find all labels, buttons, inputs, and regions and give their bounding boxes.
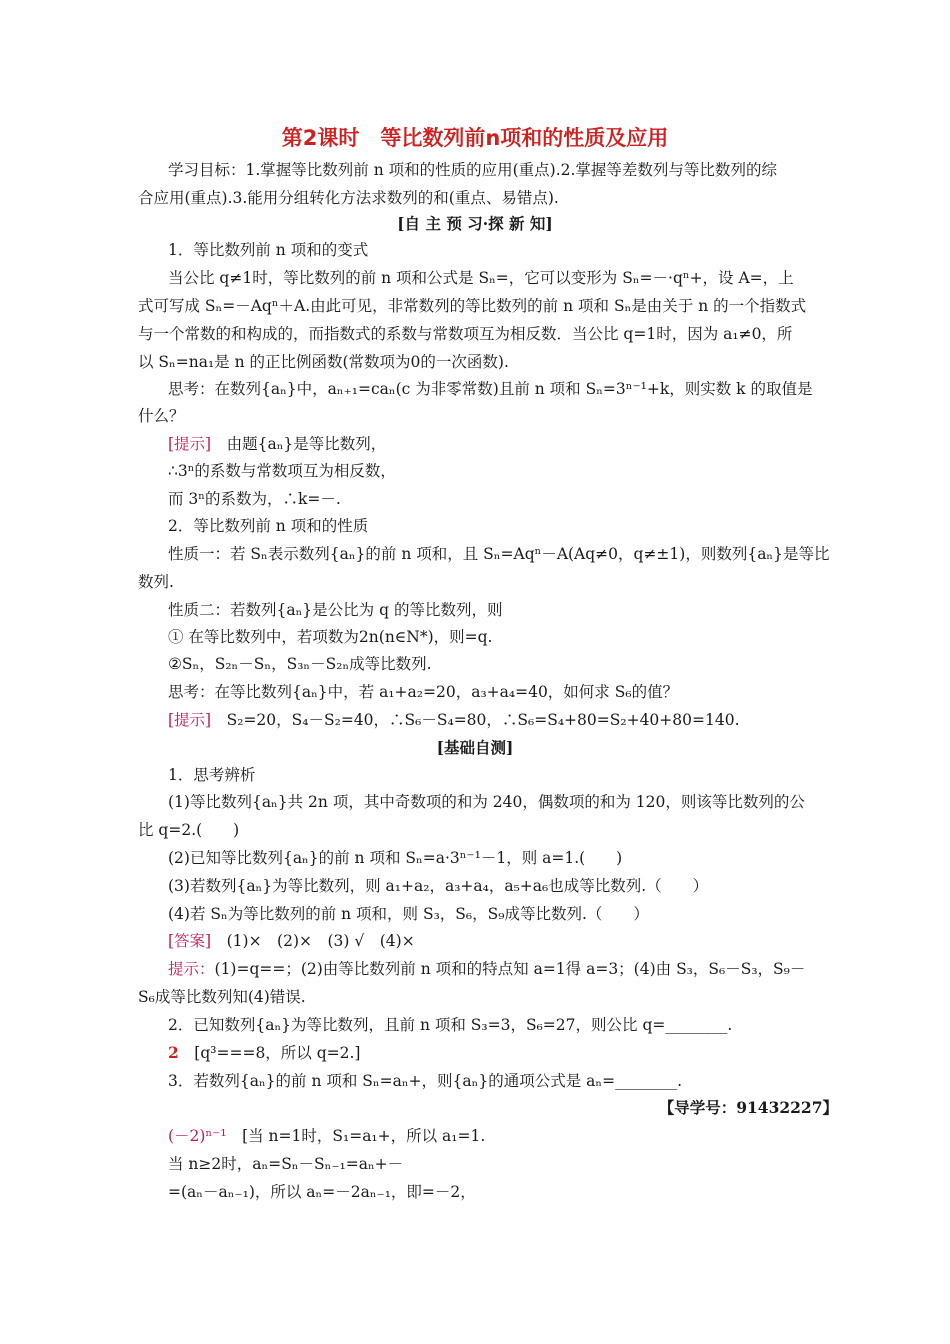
property-line: 数列.: [138, 573, 174, 591]
tip-text: (1)=q==；(2)由等比数列前 n 项和的特点知 a=1得 a=3；(4)由 S₃，S₆－S₃，S₉－: [214, 960, 806, 978]
paragraph-line: 当公比 q≠1时，等比数列的前 n 项和公式是 Sₙ=，它可以变形为 Sₙ=－·qⁿ+，设 A=，上: [168, 269, 794, 287]
exercise-question: 2．已知数列{aₙ}为等比数列，且前 n 项和 S₃=3，S₆=27，则公比 q=________.: [168, 1016, 733, 1034]
section-header-preview: [自 主 预 习·探 新 知]: [397, 214, 553, 233]
think-question: 什么？: [138, 407, 185, 425]
exercise-question: 3．若数列{aₙ}的前 n 项和 Sₙ=aₙ+，则{aₙ}的通项公式是 aₙ=________.: [168, 1072, 682, 1090]
tip-line: [168, 959, 838, 979]
solution-text: [当 n=1时，S₁=a₁+，所以 a₁=1.: [226, 1127, 486, 1145]
learning-goals-line: 学习目标：1.掌握等比数列前 n 项和的性质的应用(重点).2.掌握等差数列与等比数列的综: [168, 161, 777, 179]
answer-line: [168, 931, 838, 951]
property-item: ① 在等比数列中，若项数为2n(n∈N*)，则=q.: [168, 628, 493, 646]
answer-label: [答案]: [168, 932, 212, 950]
property-line: 性质二：若数列{aₙ}是公比为 q 的等比数列，则: [168, 601, 503, 619]
think-question: 思考：在等比数列{aₙ}中，若 a₁+a₂=20，a₃+a₄=40，如何求 S₆的值？: [168, 683, 679, 701]
subsection-heading: 2．等比数列前 n 项和的性质: [168, 517, 369, 535]
exercise-item: (2)已知等比数列{aₙ}的前 n 项和 Sₙ=a·3ⁿ⁻¹－1，则 a=1.( ): [168, 849, 623, 867]
page-title: 第2课时 等比数列前n项和的性质及应用: [281, 126, 669, 150]
section-header-selftest: [基础自测]: [436, 738, 514, 757]
property-line: 性质一：若 Sₙ表示数列{aₙ}的前 n 项和，且 Sₙ=Aqⁿ－A(Aq≠0，q≠±1)，则数列{aₙ}是等比: [168, 545, 830, 563]
paragraph-line: 式可写成 Sₙ=－Aqⁿ＋A.由此可见，非常数列的等比数列的前 n 项和 Sₙ是由关于 n 的一个指数式: [138, 297, 807, 315]
hint-label: [提示]: [168, 435, 212, 453]
solution-line: 当 n≥2时，aₙ=Sₙ－Sₙ₋₁=aₙ+－: [168, 1155, 404, 1173]
exercise-item: (4)若 Sₙ为等比数列的前 n 项和，则 S₃，S₆，S₉成等比数列.（ ）: [168, 905, 649, 923]
think-question: 思考：在数列{aₙ}中，aₙ₊₁=caₙ(c 为非零常数)且前 n 项和 Sₙ=3ⁿ⁻¹+k，则实数 k 的取值是: [168, 380, 813, 398]
hint-line: [168, 710, 838, 730]
exercise-item: (3)若数列{aₙ}为等比数列，则 a₁+a₂，a₃+a₄，a₅+a₆也成等比数列.（ ）: [168, 877, 709, 895]
hint-line: 而 3ⁿ的系数为，∴k=－.: [168, 490, 341, 508]
guide-reference: 【导学号：91432227】: [658, 1098, 838, 1117]
answer-value: 2: [168, 1043, 179, 1062]
subsection-heading: 1．等比数列前 n 项和的变式: [168, 241, 369, 259]
solution-text: [q³===8，所以 q=2.]: [178, 1044, 361, 1062]
hint-line: ∴3ⁿ的系数与常数项互为相反数，: [168, 462, 396, 480]
learning-goals-line: 合应用(重点).3.能用分组转化方法求数列的和(重点、易错点).: [138, 189, 559, 207]
answer-text: (1)× (2)× (3) √ (4)×: [211, 932, 415, 950]
paragraph-line: 以 Sₙ=na₁是 n 的正比例函数(常数项为0的一次函数).: [138, 353, 509, 371]
answer-value: (－2)ⁿ⁻¹: [168, 1127, 227, 1145]
solution-line: [168, 1043, 838, 1063]
hint-text: S₂=20，S₄－S₂=40，∴S₆－S₄=80，∴S₆=S₄+80=S₂+40+80=140.: [211, 711, 740, 729]
solution-line: [168, 1126, 838, 1146]
exercise-item: 比 q=2.( ): [138, 821, 240, 839]
hint-label: [提示]: [168, 711, 212, 729]
hint-text: 由题{aₙ}是等比数列，: [211, 435, 387, 453]
exercise-heading: 1．思考辨析: [168, 766, 256, 784]
tip-label: 提示：: [168, 960, 215, 978]
tip-line: S₆成等比数列知(4)错误.: [138, 988, 306, 1006]
property-item: ②Sₙ，S₂ₙ－Sₙ，S₃ₙ－S₂ₙ成等比数列.: [168, 655, 432, 673]
hint-line: [168, 434, 838, 454]
paragraph-line: 与一个常数的和构成的，而指数式的系数与常数项互为相反数．当公比 q=1时，因为 a₁≠0，所: [138, 325, 793, 343]
solution-line: =(aₙ－aₙ₋₁)，所以 aₙ=－2aₙ₋₁，即=－2，: [168, 1183, 476, 1201]
exercise-item: (1)等比数列{aₙ}共 2n 项，其中奇数项的和为 240，偶数项的和为 120，则该等比数列的公: [168, 793, 805, 811]
